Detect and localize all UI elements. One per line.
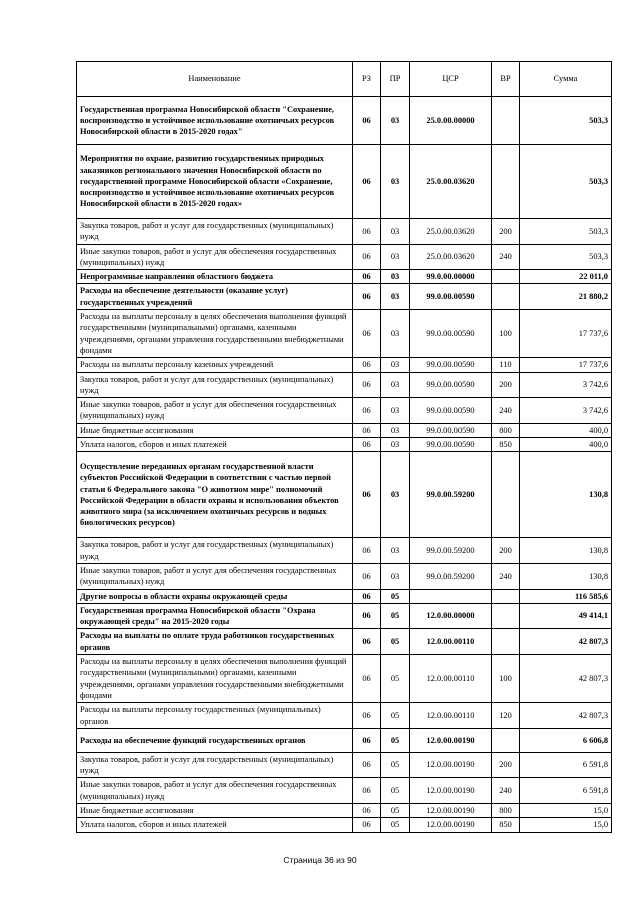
cell-sum: 49 414,1 bbox=[520, 603, 612, 629]
cell-name: Уплата налогов, сборов и иных платежей bbox=[77, 438, 353, 452]
cell-csr: 12.0.00.00190 bbox=[410, 818, 492, 832]
cell-name: Закупка товаров, работ и услуг для государственных (муниципальных) нужд bbox=[77, 219, 353, 245]
cell-pr: 03 bbox=[381, 358, 410, 372]
cell-vr: 240 bbox=[492, 244, 520, 270]
cell-name: Иные бюджетные ассигнования bbox=[77, 423, 353, 437]
cell-rz: 06 bbox=[353, 270, 381, 284]
cell-pr: 03 bbox=[381, 219, 410, 245]
cell-rz: 06 bbox=[353, 219, 381, 245]
cell-rz: 06 bbox=[353, 703, 381, 729]
cell-sum: 116 585,6 bbox=[520, 589, 612, 603]
cell-pr: 03 bbox=[381, 145, 410, 219]
cell-pr: 03 bbox=[381, 270, 410, 284]
header-sum: Сумма bbox=[520, 62, 612, 97]
table-row bbox=[77, 803, 612, 817]
cell-csr: 99.0.00.00590 bbox=[410, 310, 492, 358]
cell-vr: 200 bbox=[492, 538, 520, 564]
cell-csr: 12.0.00.00110 bbox=[410, 629, 492, 655]
cell-csr: 99.0.00.59200 bbox=[410, 538, 492, 564]
cell-pr: 05 bbox=[381, 818, 410, 832]
cell-pr: 05 bbox=[381, 752, 410, 778]
cell-sum: 17 737,6 bbox=[520, 310, 612, 358]
cell-name: Закупка товаров, работ и услуг для государственных (муниципальных) нужд bbox=[77, 538, 353, 564]
cell-vr bbox=[492, 452, 520, 538]
cell-pr: 03 bbox=[381, 310, 410, 358]
cell-vr: 850 bbox=[492, 438, 520, 452]
cell-csr: 25.0.00.03620 bbox=[410, 219, 492, 245]
cell-pr: 03 bbox=[381, 372, 410, 398]
cell-pr: 05 bbox=[381, 778, 410, 804]
cell-pr: 05 bbox=[381, 589, 410, 603]
cell-csr: 99.0.00.59200 bbox=[410, 563, 492, 589]
cell-sum: 130,8 bbox=[520, 452, 612, 538]
cell-vr bbox=[492, 589, 520, 603]
header-rz: РЗ bbox=[353, 62, 381, 97]
cell-sum: 6 591,8 bbox=[520, 778, 612, 804]
cell-sum: 22 011,0 bbox=[520, 270, 612, 284]
table-row bbox=[77, 728, 612, 752]
cell-pr: 03 bbox=[381, 244, 410, 270]
cell-sum: 15,0 bbox=[520, 818, 612, 832]
cell-rz: 06 bbox=[353, 452, 381, 538]
cell-sum: 6 591,8 bbox=[520, 752, 612, 778]
cell-pr: 03 bbox=[381, 398, 410, 424]
table-row bbox=[77, 563, 612, 589]
cell-csr: 12.0.00.00190 bbox=[410, 778, 492, 804]
cell-rz: 06 bbox=[353, 803, 381, 817]
cell-name: Расходы на выплаты персоналу в целях обеспечения выполнения функций государственными (муниципальными) органами, казенными учреждениями, органами управления государственными внебюджетными фондами bbox=[77, 655, 353, 703]
cell-name: Иные закупки товаров, работ и услуг для обеспечения государственных (муниципальных) нужд bbox=[77, 244, 353, 270]
cell-csr: 25.0.00.03620 bbox=[410, 244, 492, 270]
table-row bbox=[77, 589, 612, 603]
cell-name: Закупка товаров, работ и услуг для государственных (муниципальных) нужд bbox=[77, 372, 353, 398]
cell-name: Расходы на обеспечение деятельности (оказание услуг) государственных учреждений bbox=[77, 284, 353, 310]
cell-rz: 06 bbox=[353, 752, 381, 778]
cell-vr bbox=[492, 97, 520, 145]
table-row bbox=[77, 219, 612, 245]
cell-name: Иные закупки товаров, работ и услуг для обеспечения государственных (муниципальных) нужд bbox=[77, 563, 353, 589]
cell-sum: 42 807,3 bbox=[520, 655, 612, 703]
cell-sum: 21 880,2 bbox=[520, 284, 612, 310]
table-row bbox=[77, 629, 612, 655]
cell-pr: 03 bbox=[381, 563, 410, 589]
cell-name: Непрограммные направления областного бюджета bbox=[77, 270, 353, 284]
cell-pr: 03 bbox=[381, 538, 410, 564]
table-row bbox=[77, 452, 612, 538]
cell-vr: 240 bbox=[492, 778, 520, 804]
cell-name: Расходы на выплаты персоналу казенных учреждений bbox=[77, 358, 353, 372]
cell-rz: 06 bbox=[353, 145, 381, 219]
cell-csr: 99.0.00.00590 bbox=[410, 372, 492, 398]
cell-sum: 15,0 bbox=[520, 803, 612, 817]
table-row bbox=[77, 423, 612, 437]
cell-sum: 503,3 bbox=[520, 97, 612, 145]
table-row bbox=[77, 372, 612, 398]
cell-csr: 25.0.00.00000 bbox=[410, 97, 492, 145]
table-row bbox=[77, 538, 612, 564]
cell-sum: 130,8 bbox=[520, 563, 612, 589]
table-row bbox=[77, 703, 612, 729]
cell-name: Закупка товаров, работ и услуг для государственных (муниципальных) нужд bbox=[77, 752, 353, 778]
cell-rz: 06 bbox=[353, 244, 381, 270]
cell-pr: 03 bbox=[381, 97, 410, 145]
cell-rz: 06 bbox=[353, 423, 381, 437]
cell-pr: 03 bbox=[381, 438, 410, 452]
cell-vr: 110 bbox=[492, 358, 520, 372]
cell-csr: 12.0.00.00190 bbox=[410, 728, 492, 752]
table-row bbox=[77, 655, 612, 703]
table-row bbox=[77, 284, 612, 310]
cell-pr: 05 bbox=[381, 629, 410, 655]
cell-vr: 200 bbox=[492, 752, 520, 778]
table-row bbox=[77, 818, 612, 832]
cell-csr: 99.0.00.00590 bbox=[410, 423, 492, 437]
cell-csr: 25.0.00.03620 bbox=[410, 145, 492, 219]
cell-vr bbox=[492, 728, 520, 752]
cell-csr: 99.0.00.00590 bbox=[410, 284, 492, 310]
cell-vr: 240 bbox=[492, 563, 520, 589]
cell-name: Иные закупки товаров, работ и услуг для обеспечения государственных (муниципальных) нужд bbox=[77, 398, 353, 424]
cell-pr: 05 bbox=[381, 703, 410, 729]
cell-sum: 3 742,6 bbox=[520, 398, 612, 424]
cell-vr: 100 bbox=[492, 655, 520, 703]
cell-csr: 99.0.00.00590 bbox=[410, 358, 492, 372]
cell-rz: 06 bbox=[353, 563, 381, 589]
cell-pr: 05 bbox=[381, 803, 410, 817]
cell-vr: 800 bbox=[492, 803, 520, 817]
cell-vr bbox=[492, 603, 520, 629]
cell-sum: 503,3 bbox=[520, 145, 612, 219]
table-row bbox=[77, 97, 612, 145]
cell-vr: 120 bbox=[492, 703, 520, 729]
cell-sum: 130,8 bbox=[520, 538, 612, 564]
cell-vr: 100 bbox=[492, 310, 520, 358]
cell-sum: 503,3 bbox=[520, 219, 612, 245]
cell-rz: 06 bbox=[353, 778, 381, 804]
cell-sum: 400,0 bbox=[520, 438, 612, 452]
cell-sum: 42 807,3 bbox=[520, 703, 612, 729]
table-row bbox=[77, 603, 612, 629]
cell-pr: 05 bbox=[381, 603, 410, 629]
cell-vr: 850 bbox=[492, 818, 520, 832]
cell-csr: 99.0.00.00590 bbox=[410, 398, 492, 424]
table-row bbox=[77, 145, 612, 219]
cell-rz: 06 bbox=[353, 629, 381, 655]
cell-csr: 99.0.00.59200 bbox=[410, 452, 492, 538]
cell-vr: 200 bbox=[492, 219, 520, 245]
cell-sum: 17 737,6 bbox=[520, 358, 612, 372]
table-row bbox=[77, 310, 612, 358]
header-vr: ВР bbox=[492, 62, 520, 97]
cell-name: Расходы на выплаты персоналу государственных (муниципальных) органов bbox=[77, 703, 353, 729]
cell-pr: 03 bbox=[381, 423, 410, 437]
header-name: Наименование bbox=[77, 62, 353, 97]
cell-vr: 240 bbox=[492, 398, 520, 424]
cell-pr: 05 bbox=[381, 655, 410, 703]
cell-name: Государственная программа Новосибирской области "Сохранение, воспроизводство и устойчивое использование охотничьих ресурсов Новосибирской области в 2015-2020 годах" bbox=[77, 97, 353, 145]
cell-rz: 06 bbox=[353, 284, 381, 310]
header-csr: ЦСР bbox=[410, 62, 492, 97]
table-row bbox=[77, 270, 612, 284]
cell-sum: 3 742,6 bbox=[520, 372, 612, 398]
cell-csr: 12.0.00.00110 bbox=[410, 655, 492, 703]
table-row bbox=[77, 244, 612, 270]
table-row bbox=[77, 438, 612, 452]
header-pr: ПР bbox=[381, 62, 410, 97]
cell-vr bbox=[492, 270, 520, 284]
cell-csr: 12.0.00.00110 bbox=[410, 703, 492, 729]
cell-csr: 99.0.00.00590 bbox=[410, 438, 492, 452]
cell-pr: 03 bbox=[381, 284, 410, 310]
cell-name: Расходы на выплаты по оплате труда работников государственных органов bbox=[77, 629, 353, 655]
cell-rz: 06 bbox=[353, 372, 381, 398]
table-header-row bbox=[77, 62, 612, 97]
cell-sum: 400,0 bbox=[520, 423, 612, 437]
cell-csr: 99.0.00.00000 bbox=[410, 270, 492, 284]
cell-name: Уплата налогов, сборов и иных платежей bbox=[77, 818, 353, 832]
cell-csr bbox=[410, 589, 492, 603]
cell-vr bbox=[492, 145, 520, 219]
cell-rz: 06 bbox=[353, 603, 381, 629]
cell-vr: 800 bbox=[492, 423, 520, 437]
cell-rz: 06 bbox=[353, 398, 381, 424]
cell-sum: 503,3 bbox=[520, 244, 612, 270]
cell-csr: 12.0.00.00190 bbox=[410, 752, 492, 778]
cell-csr: 12.0.00.00000 bbox=[410, 603, 492, 629]
table-row bbox=[77, 358, 612, 372]
cell-rz: 06 bbox=[353, 310, 381, 358]
budget-table bbox=[76, 61, 612, 833]
cell-rz: 06 bbox=[353, 818, 381, 832]
cell-name: Другие вопросы в области охраны окружающей среды bbox=[77, 589, 353, 603]
cell-pr: 03 bbox=[381, 452, 410, 538]
cell-vr bbox=[492, 629, 520, 655]
page-number: Страница 36 из 90 bbox=[283, 855, 357, 865]
cell-name: Расходы на выплаты персоналу в целях обеспечения выполнения функций государственными (муниципальными) органами, казенными учреждениями, органами управления государственными внебюджетными фондами bbox=[77, 310, 353, 358]
cell-name: Государственная программа Новосибирской области "Охрана окружающей среды" на 2015-2020 годы bbox=[77, 603, 353, 629]
cell-sum: 42 807,3 bbox=[520, 629, 612, 655]
cell-rz: 06 bbox=[353, 438, 381, 452]
cell-name: Мероприятия по охране, развитию государственных природных заказников регионального значения Новосибирской области по государственной программе Новосибирской области «Сохранение, воспроизводство и устойчивое использование охотничьих ресурсов Новосибирской области в 2015-2020 годах» bbox=[77, 145, 353, 219]
table-row bbox=[77, 778, 612, 804]
cell-csr: 12.0.00.00190 bbox=[410, 803, 492, 817]
cell-vr bbox=[492, 284, 520, 310]
cell-vr: 200 bbox=[492, 372, 520, 398]
cell-name: Иные бюджетные ассигнования bbox=[77, 803, 353, 817]
cell-pr: 05 bbox=[381, 728, 410, 752]
cell-rz: 06 bbox=[353, 728, 381, 752]
cell-name: Иные закупки товаров, работ и услуг для обеспечения государственных (муниципальных) нужд bbox=[77, 778, 353, 804]
table-row bbox=[77, 752, 612, 778]
cell-name: Расходы на обеспечение функций государственных органов bbox=[77, 728, 353, 752]
cell-sum: 6 606,8 bbox=[520, 728, 612, 752]
cell-rz: 06 bbox=[353, 538, 381, 564]
cell-name: Осуществление переданных органам государственной власти субъектов Российской Федерации в соответствии с частью первой статьи 6 Федерального закона "О животном мире" полномочий Российской Федерации в области охраны и использования объектов животного мира (за исключением охотничьих ресурсов и водных биологических ресурсов) bbox=[77, 452, 353, 538]
cell-rz: 06 bbox=[353, 358, 381, 372]
cell-rz: 06 bbox=[353, 97, 381, 145]
cell-rz: 06 bbox=[353, 655, 381, 703]
table-row bbox=[77, 398, 612, 424]
cell-rz: 06 bbox=[353, 589, 381, 603]
table-body bbox=[77, 97, 612, 833]
